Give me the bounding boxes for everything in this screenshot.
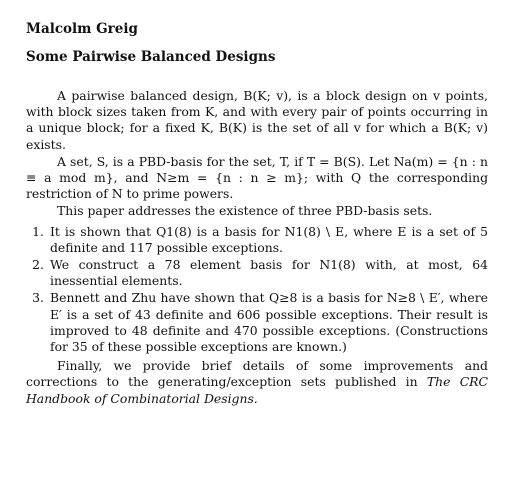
handbook-title: The CRC Handbook of Combinatorial Designs.: [26, 374, 488, 406]
list-item: [26, 290, 488, 355]
abstract-paragraph-4: [26, 358, 488, 407]
list-item-number: 3.: [32, 290, 44, 306]
list-item: [26, 257, 488, 289]
abstract-paragraph-1: A pairwise balanced design, B(K; v), is a block design on v points, with block sizes taken from K, and with every pair of points occurring in a unique block; for a fixed K, B(K) is the set of all v for which a B(K; v) exists.: [26, 88, 488, 152]
abstract-paragraph-3: This paper addresses the existence of three PBD-basis sets.: [57, 203, 433, 219]
list-item-text: It is shown that Q1(8) is a basis for N1(8) \ E, where E is a set of 5 definite and 117 possible exceptions.: [50, 223, 488, 255]
list-item-number: 2.: [32, 257, 44, 273]
author-name: Malcolm Greig: [26, 21, 138, 37]
list-item: [26, 224, 488, 256]
abstract-paragraph-2: A set, S, is a PBD-basis for the set, T, if T = B(S). Let Na(m) = {n : n ≡ a mod m}, and N≥m = {n : n ≥ m}; with Q the corresponding restriction of N to prime powers.: [26, 153, 488, 202]
list-item-text: We construct a 78 element basis for N1(8) with, at most, 64 inessential elements.: [50, 257, 488, 289]
list-item-number: 1.: [32, 223, 44, 239]
paper-title: Some Pairwise Balanced Designs: [26, 49, 276, 65]
list-item-text: Bennett and Zhu have shown that Q≥8 is a basis for N≥8 \ E′, where E′ is a set of 43 definite and 606 possible exceptions. Their result is improved to 48 definite and 470 possible exceptions. (Constructions for 35 of these possible exceptions are known.): [50, 290, 488, 355]
contribution-list: [26, 224, 488, 356]
paragraph-4-text: Finally, we provide brief details of some improvements and corrections to the generating/exception sets published in: [26, 358, 488, 390]
